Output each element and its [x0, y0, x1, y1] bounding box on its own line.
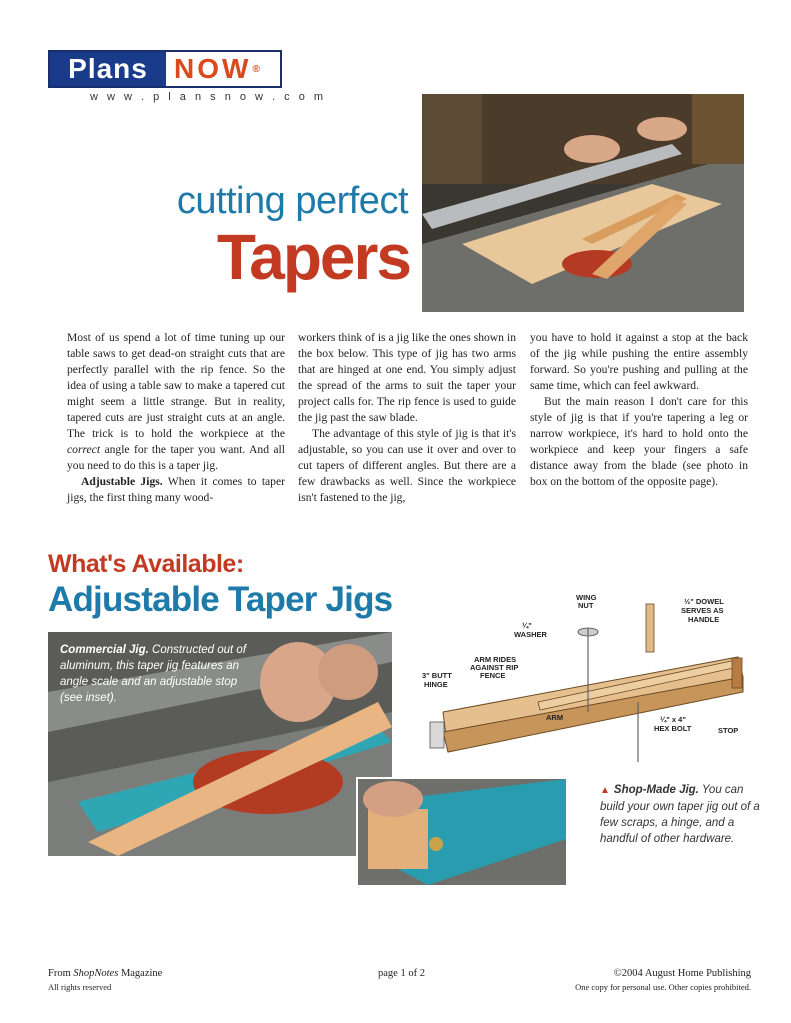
label-arm-rides-3: FENCE — [480, 671, 506, 680]
col1-para1 — [67, 330, 285, 474]
site-url: w w w . p l a n s n o w . c o m — [90, 91, 327, 103]
footer-magazine: ShopNotes — [73, 968, 119, 979]
logo-now-text: NOW — [174, 53, 252, 84]
shop-made-jig-caption — [600, 782, 760, 847]
footer-rights: All rights reserved — [48, 982, 112, 992]
adjustable-jigs-heading: Adjustable Jigs. — [81, 475, 163, 488]
label-washer-2: WASHER — [514, 630, 547, 639]
footer-source — [48, 968, 162, 979]
registered-mark: ® — [252, 63, 263, 75]
label-butt-hinge-2: HINGE — [424, 680, 448, 689]
logo-plans: Plans — [50, 52, 166, 86]
label-dowel-3: HANDLE — [688, 615, 720, 624]
label-arm-rides: ARM RIDES — [474, 655, 517, 664]
plansnow-logo — [48, 50, 282, 88]
col1-emphasis: correct — [67, 443, 101, 456]
label-washer: ¼" — [522, 621, 532, 630]
col1-para2 — [67, 474, 285, 506]
table-saw-photo — [422, 94, 744, 312]
col1-para1-text: Most of us spend a lot of time tuning up our table saws to get dead-on straight cuts that are perfectly parallel with the rip fence. So the idea of using a table saw to make a tapered cut might seem a little strange. But in reality, tapered cuts are just straight cuts at an angle. The trick is to hold the workpiece at the — [67, 331, 285, 440]
col1-para1-end: angle for the taper you want. And all you need to do this is a taper jig. — [67, 443, 285, 472]
footer-copyright: ©2004 August Home Publishing — [613, 968, 751, 979]
label-arm: ARM — [546, 713, 564, 722]
shop-made-jig-diagram — [418, 592, 768, 772]
commercial-jig-caption — [60, 642, 260, 706]
col3-para1: you have to hold it against a stop at the back of the jig while pushing the entire assembly forward. So you're pushing and pulling at the same time, which can feel awkward. — [530, 331, 748, 392]
section-title: Adjustable Taper Jigs — [48, 580, 393, 619]
commercial-caption-text: Constructed out of aluminum, this taper jig features an angle scale and an adjustable stop (see inset). — [60, 644, 247, 704]
footer-from: From — [48, 968, 71, 979]
commercial-caption-bold: Commercial Jig. — [60, 644, 149, 656]
logo-now — [166, 52, 280, 86]
col1-para2-text: When it comes to taper jigs, the first thing many wood- — [67, 475, 285, 504]
shop-caption-bold: Shop-Made Jig. — [613, 784, 699, 796]
label-hex-bolt: ¼" x 4" — [660, 715, 686, 724]
label-dowel: ½" DOWEL — [684, 597, 724, 606]
footer-page-number: page 1 of 2 — [378, 968, 425, 979]
label-arm-rides-2: AGAINST RIP — [470, 663, 519, 672]
footer-personal-use: One copy for personal use. Other copies prohibited. — [575, 982, 751, 992]
section-subtitle: What's Available: — [48, 550, 244, 578]
body-column-3 — [530, 330, 748, 490]
label-stop: STOP — [718, 726, 739, 735]
col2-para1: workers think of is a jig like the ones shown in the box below. This type of jig has two arms that are hinged at one end. You simply adjust the spread of the arms to suit the taper your project calls for. The rip fence is used to guide the jig past the saw blade. — [298, 331, 516, 424]
label-wing-nut-2: NUT — [578, 601, 594, 610]
body-column-1 — [67, 330, 285, 506]
col3-para2: But the main reason I don't care for this style of jig is that if you're tapering a leg or narrow workpiece, it's hard to hold onto the workpiece and keep your fingers a safe distance away from the blade (see photo in box on the bottom of the opposite page). — [530, 395, 748, 488]
title-sub: cutting perfect — [176, 180, 408, 222]
col2-para2: The advantage of this style of jig is that it's adjustable, so you can use it over and over to cut tapers of different angles. But there are a few drawbacks as well. Since the workpiece isn't fastened to the jig, — [298, 427, 516, 504]
title-main: Tapers — [216, 221, 410, 293]
body-column-2 — [298, 330, 516, 506]
footer-magazine-suffix: Magazine — [120, 968, 163, 979]
label-dowel-2: SERVES AS — [681, 606, 724, 615]
label-wing-nut: WING — [576, 593, 597, 602]
label-hex-bolt-2: HEX BOLT — [654, 724, 692, 733]
label-butt-hinge: 3" BUTT — [422, 671, 452, 680]
shop-caption-text: You can build your own taper jig out of a few scraps, a hinge, and a handful of other hardware. — [600, 784, 760, 845]
triangle-icon: ▲ — [600, 785, 610, 796]
inset-photo — [356, 777, 568, 887]
